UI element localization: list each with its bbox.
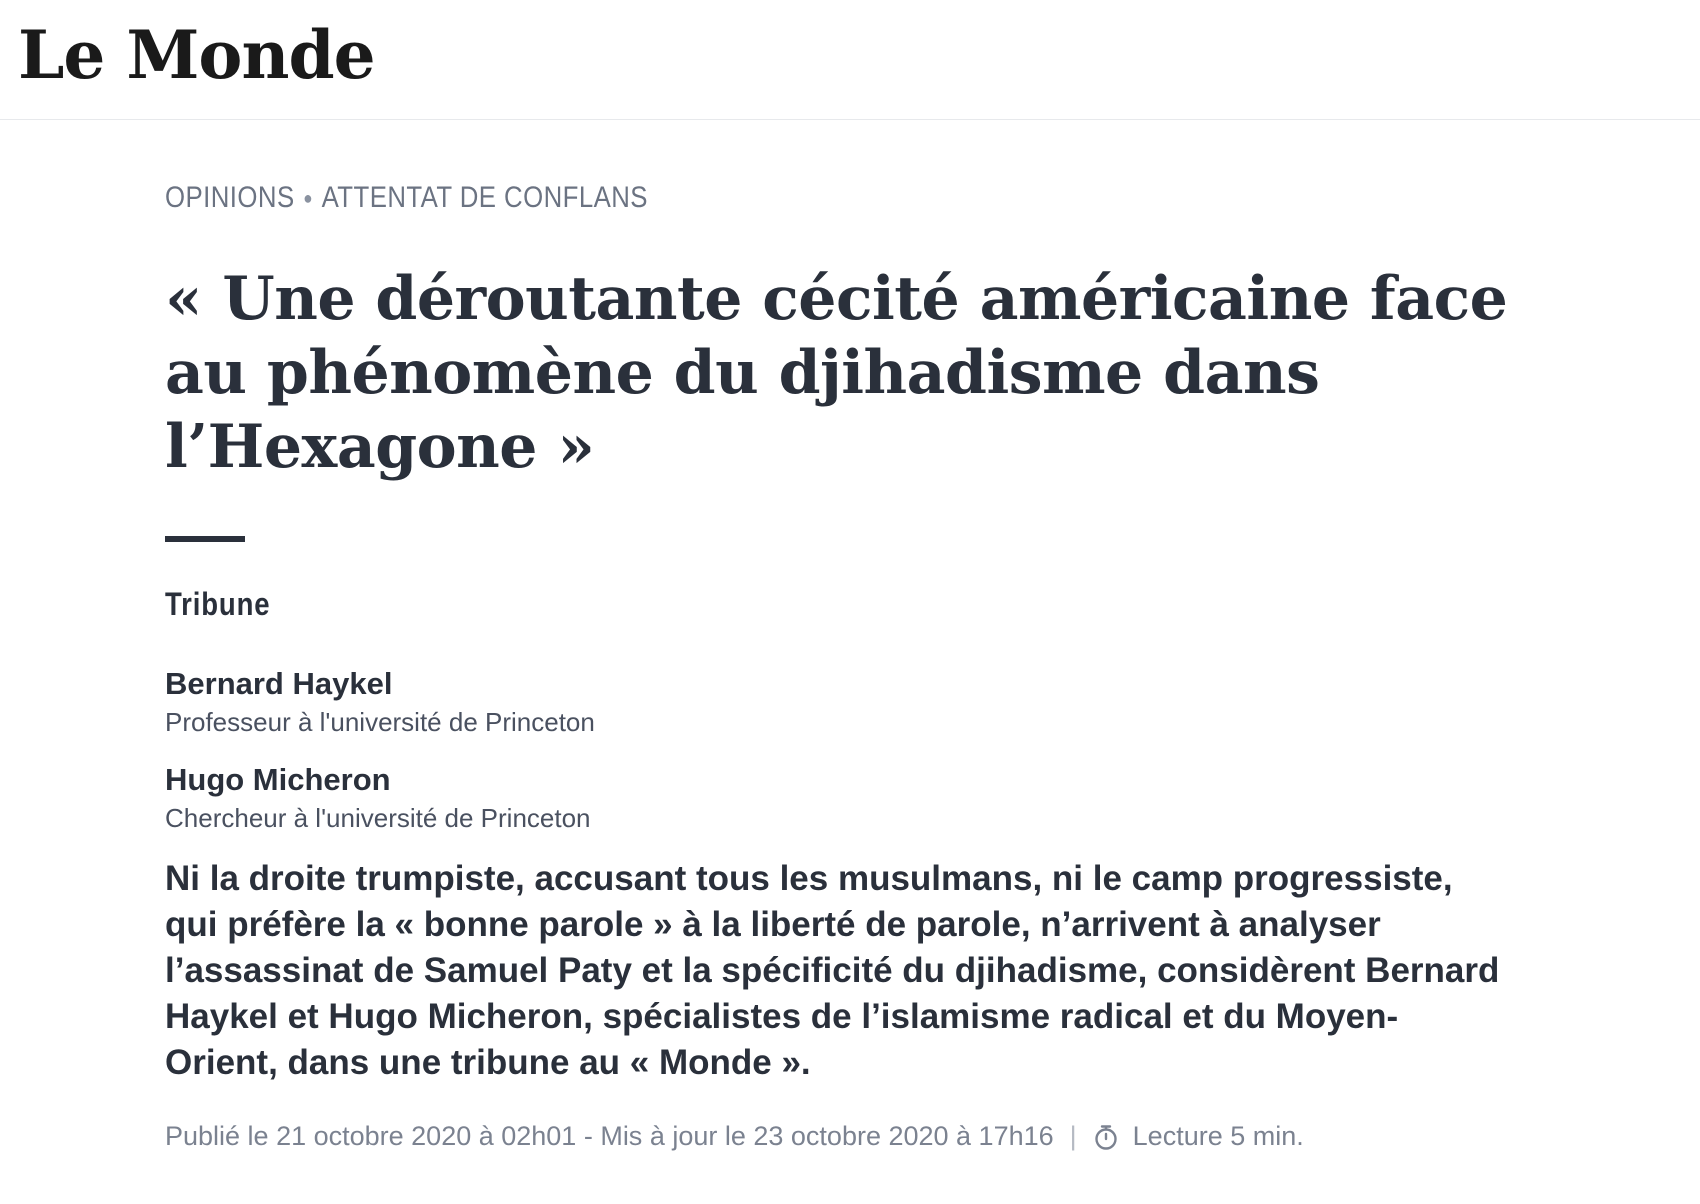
meta-separator: | (1069, 1121, 1077, 1151)
article-lead: Ni la droite trumpiste, accusant tous les musulmans, ni le camp progressiste, qui préfère la « bonne parole » à la liberté de parole, n’arrivent à analyser l’assassinat de Samuel Paty et la spécificité du djihadisme, considèrent Bernard Haykel et Hugo Micheron, spécialistes de l’islamisme radical et du Moyen-Orient, dans une tribune au « Monde ». (165, 859, 1500, 1082)
author-list (165, 664, 1505, 836)
breadcrumb-section-link[interactable]: OPINIONS (165, 181, 295, 214)
stopwatch-icon (1093, 1124, 1119, 1150)
breadcrumb (165, 180, 1317, 220)
article-header (165, 180, 1508, 1152)
author-role: Chercheur à l'université de Princeton (165, 803, 591, 833)
le-monde-logo[interactable]: Le Monde (18, 16, 375, 94)
title-divider (165, 536, 245, 542)
publication-dates: Publié le 21 octobre 2020 à 02h01 - Mis à jour le 23 octobre 2020 à 17h16 (165, 1121, 1054, 1151)
author-name: Bernard Haykel (165, 666, 393, 701)
bullet-dot-icon: ● (303, 188, 313, 209)
reading-time: Lecture 5 min. (1132, 1121, 1304, 1151)
author-card (165, 760, 1505, 836)
author-card (165, 664, 1505, 740)
breadcrumb-subsection-link[interactable]: ATTENTAT DE CONFLANS (321, 181, 648, 214)
article-meta (165, 1121, 1505, 1152)
article-kicker: Tribune (165, 586, 271, 622)
site-header (0, 0, 1700, 120)
article-title: « Une déroutante cécité américaine face au phénomène du djihadisme dans l’Hexagone » (165, 264, 1508, 482)
author-name: Hugo Micheron (165, 762, 391, 797)
author-role: Professeur à l'université de Princeton (165, 707, 595, 737)
